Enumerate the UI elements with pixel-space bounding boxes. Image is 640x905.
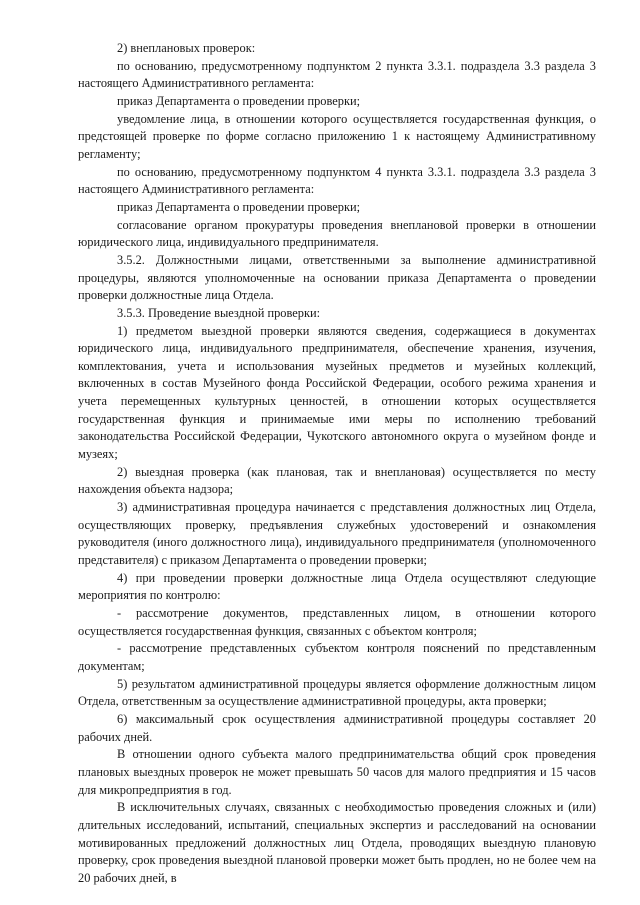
- paragraph-prosecutor-approval: согласование органом прокуратуры проведения внеплановой проверки в отношении юридического лица, индивидуального предпринимателя.: [78, 217, 596, 250]
- paragraph-small-business-limit: В отношении одного субъекта малого предпринимательства общий срок проведения плановых выездных проверок не может превышать 50 часов для малого предприятия и 15 часов для микропредприятия в год.: [78, 747, 596, 797]
- document-body: [78, 40, 596, 888]
- paragraph-3-5-3-heading: 3.5.3. Проведение выездной проверки:: [117, 305, 321, 320]
- paragraph-unplanned-inspections-heading: 2) внеплановых проверок:: [117, 41, 256, 55]
- paragraph-order-of-department-2: приказ Департамента о проведении проверки;: [117, 199, 361, 214]
- paragraph-item-4-control-measures: 4) при проведении проверки должностные лица Отдела осуществляют следующие мероприятия по контролю:: [78, 570, 596, 603]
- paragraph-item-2-location: 2) выездная проверка (как плановая, так и внеплановая) осуществляется по месту нахождения объекта надзора;: [78, 464, 596, 497]
- paragraph-3-5-2: 3.5.2. Должностными лицами, ответственными за выполнение административной процедуры, являются уполномоченные на основании приказа Департамента о проведении проверки должностные лица Отдела.: [78, 252, 596, 303]
- paragraph-item-5-result: 5) результатом административной процедуры является оформление должностным лицом Отдела, ответственным за осуществление административной процедуры, акта проверки;: [78, 676, 596, 709]
- paragraph-item-3-procedure-start: 3) административная процедура начинается с представления должностных лиц Отдела, осуществляющих проверку, предъявления служебных удостоверений и ознакомления руководителя (иного должностного лица), индивидуального предпринимателя (уполномоченного представителя) с приказом Департамента о проведении проверки;: [78, 500, 596, 568]
- paragraph-item-1-subject: 1) предметом выездной проверки являются сведения, содержащиеся в документах юридического лица, индивидуального предпринимателя, обеспечение хранения, изучения, комплектования, учета и использования музейных предметов и музейных коллекций, включенных в состав Музейного фонда Российской Федерации, особого режима хранения и учета перемещенных культурных ценностей, в отношении которых осуществляется государственная функция и принимаемые ими меры по исполнению требований законодательства Российской Федерации, Чукотского автономного округа о музейном фонде и музеях;: [78, 323, 596, 462]
- paragraph-order-of-department-1: приказ Департамента о проведении проверки;: [117, 93, 361, 108]
- paragraph-exceptional-cases: В исключительных случаях, связанных с необходимостью проведения сложных и (или) длительных исследований, испытаний, специальных экспертиз и расследований на основании мотивированных предложений должностных лиц Отдела, проводящих выездную плановую проверку, срок проведения выездной плановой проверки может быть продлен, но не более чем на 20 рабочих дней, в: [78, 800, 596, 885]
- paragraph-basis-subclause-4: по основанию, предусмотренному подпунктом 4 пункта 3.3.1. подраздела 3.3 раздела 3 настоящего Административного регламента:: [78, 164, 596, 197]
- paragraph-dash-explanations-review: - рассмотрение представленных субъектом контроля пояснений по представленным документам;: [78, 641, 596, 673]
- paragraph-basis-subclause-2: по основанию, предусмотренному подпунктом 2 пункта 3.3.1. подраздела 3.3 раздела 3 настоящего Административного регламента:: [78, 58, 596, 91]
- paragraph-item-6-max-term: 6) максимальный срок осуществления административной процедуры составляет 20 рабочих дней.: [78, 711, 596, 744]
- paragraph-dash-document-review: - рассмотрение документов, представленных лицом, в отношении которого осуществляется государственная функция, связанных с объектом контроля;: [78, 606, 596, 638]
- paragraph-notification: уведомление лица, в отношении которого осуществляется государственная функция, о предстоящей проверке по форме согласно приложению 1 к настоящему Административному регламенту;: [78, 111, 596, 161]
